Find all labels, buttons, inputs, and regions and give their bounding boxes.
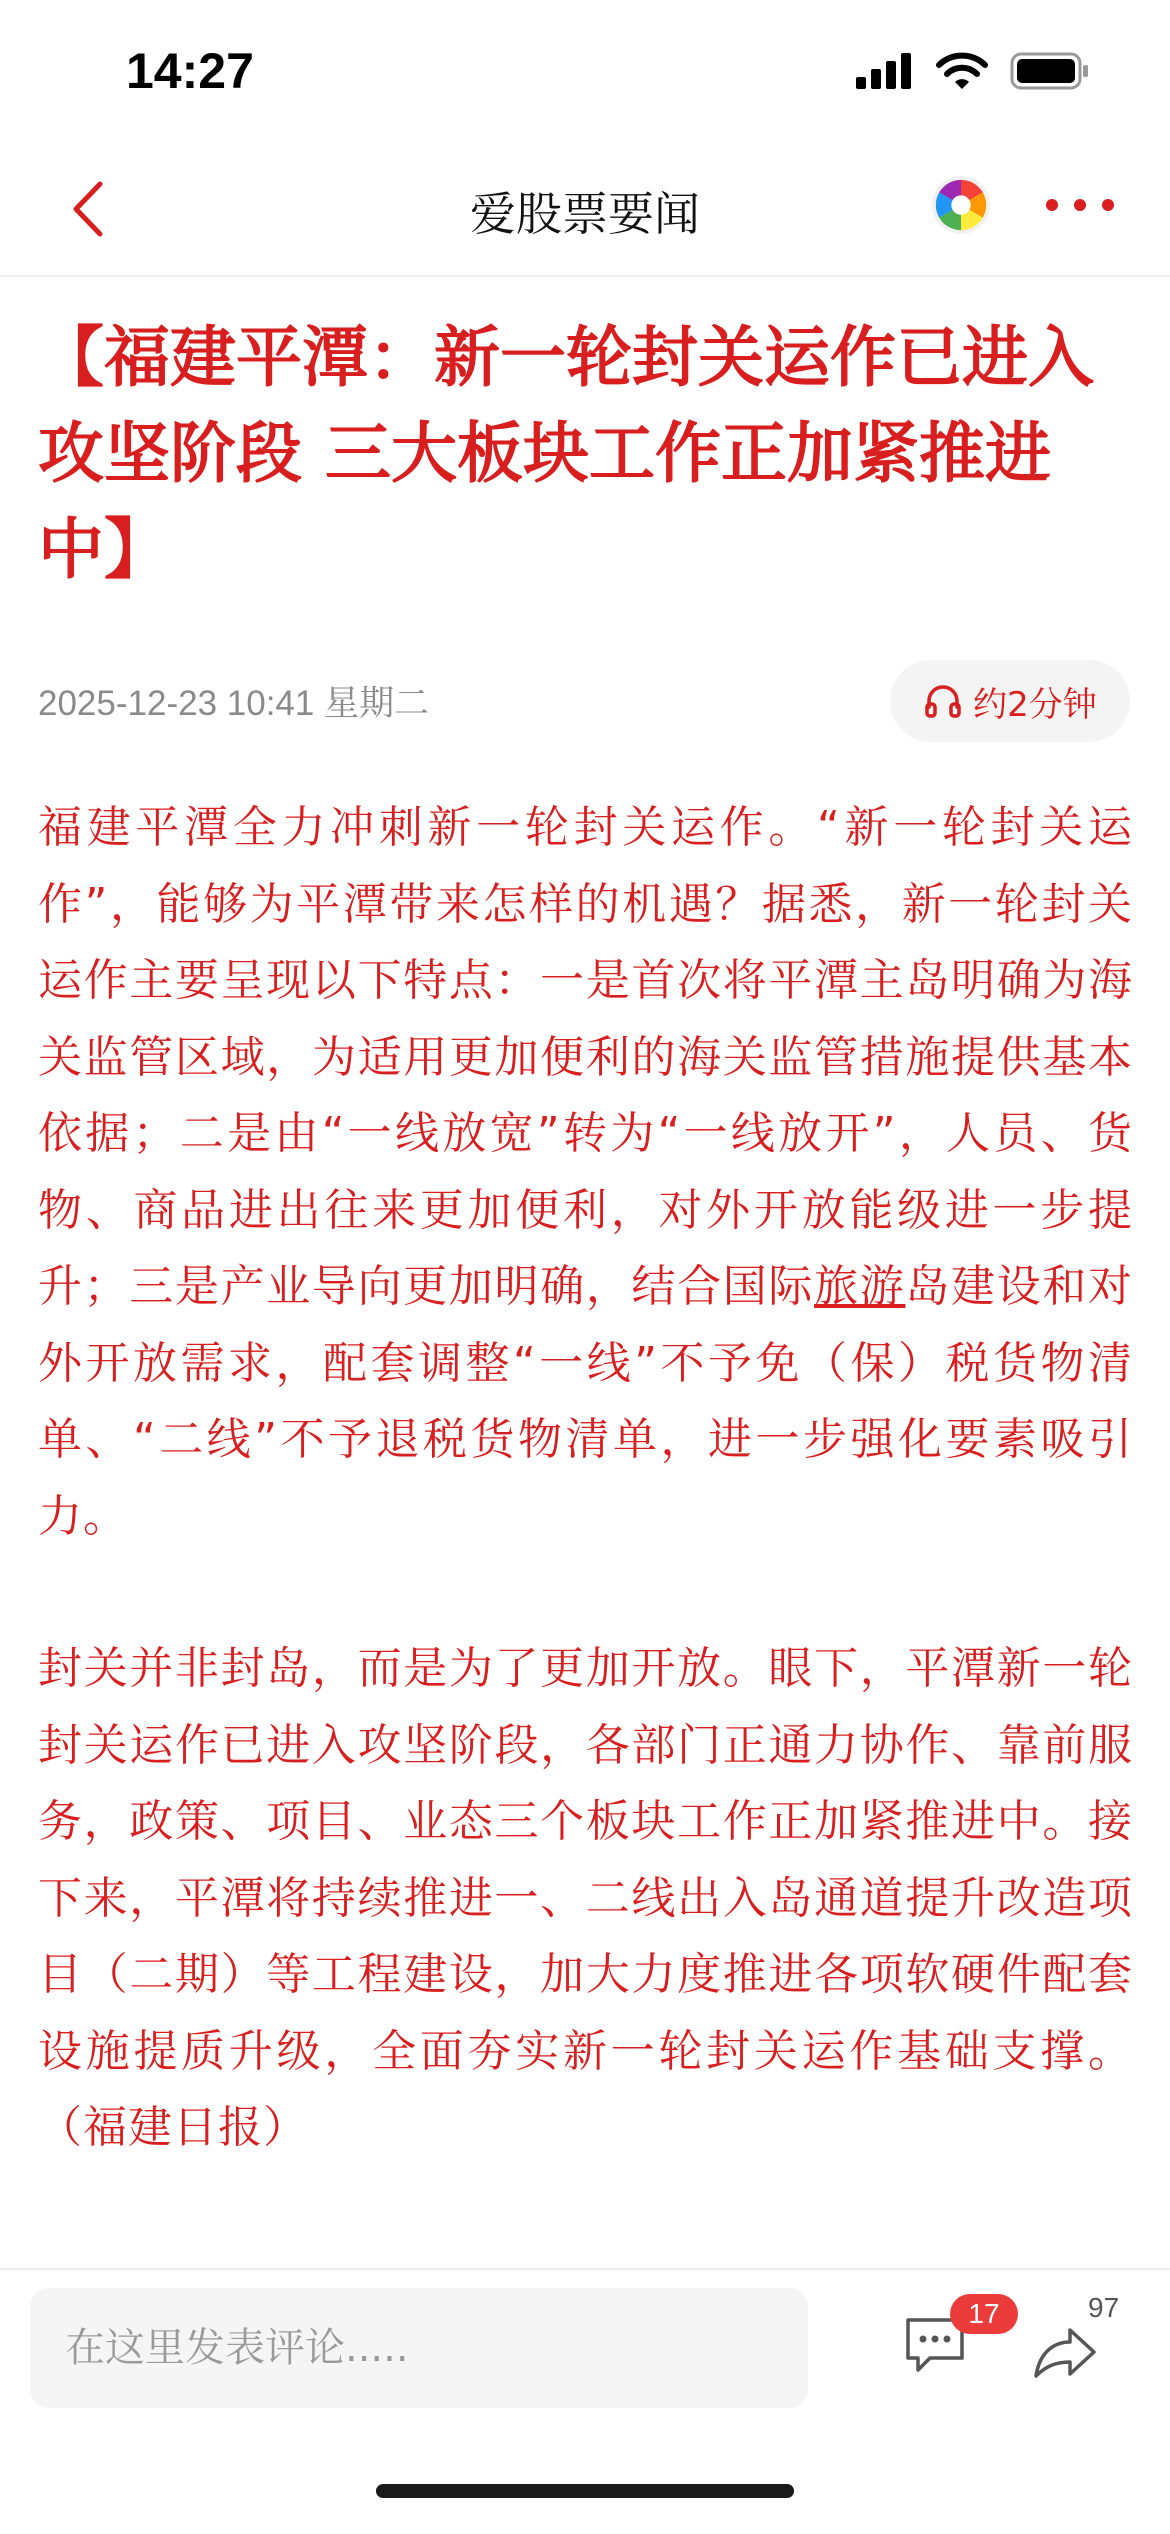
app-logo-icon[interactable]	[930, 174, 992, 236]
headphones-icon	[923, 681, 963, 721]
share-icon[interactable]	[1030, 2318, 1100, 2388]
home-indicator[interactable]	[376, 2484, 794, 2498]
share-count: 97	[1088, 2292, 1120, 2323]
status-bar	[0, 0, 1170, 150]
article-title: 【福建平潭：新一轮封关运作已进入攻坚阶段 三大板块工作正加紧推进中】	[38, 319, 1094, 588]
bottom-bar	[0, 2268, 1170, 2534]
signal-icon	[856, 53, 914, 89]
listen-button[interactable]	[890, 660, 1130, 742]
listen-duration: 约2分钟	[973, 684, 1097, 725]
more-icon[interactable]	[1040, 180, 1120, 230]
article-paragraph: 封关并非封岛，而是为了更加开放。眼下，平潭新一轮封关运作已进入攻坚阶段，各部门正通力协作、靠前服务，政策、项目、业态三个板块工作正加紧推进中。接下来，平潭将持续推进一、二线出入岛通道提升改造项目（二期）等工程建设，加大力度推进各项软硬件配套设施提质升级，全面夯实新一轮封关运作基础支撑。（福建日报）	[38, 1643, 1133, 2153]
battery-icon	[1010, 52, 1090, 90]
article-paragraph	[38, 790, 1133, 1555]
article-body	[38, 790, 1133, 2167]
comment-input[interactable]: 在这里发表评论.....	[30, 2288, 808, 2408]
page-title: 爱股票要闻	[470, 187, 700, 241]
comment-count-badge: 17	[950, 2294, 1018, 2334]
wifi-icon	[936, 52, 988, 90]
status-icons	[856, 52, 1090, 90]
nav-bar	[0, 150, 1170, 277]
status-time: 14:27	[126, 43, 254, 99]
paragraph-text: 福建平潭全力冲刺新一轮封关运作。“新一轮封关运作”，能够为平潭带来怎样的机遇？据悉，新一轮封关运作主要呈现以下特点：一是首次将平潭主岛明确为海关监管区域，为适用更加便利的海关监管措施提供基本依据；二是由“一线放宽”转为“一线放开”，人员、货物、商品进出往来更加便利，对外开放能级进一步提升；三是产业导向更加明确，结合国际	[38, 802, 1133, 1312]
keyword-link-tourism[interactable]: 旅游	[814, 1261, 906, 1312]
paragraph-text: 岛建设和对外开放需求，配套调整“一线”不予免（保）税货物清单、“二线”不予退税货物清单，进一步强化要素吸引力。	[38, 1261, 1134, 1542]
article-datetime: 2025-12-23 10:41 星期二	[38, 684, 430, 723]
